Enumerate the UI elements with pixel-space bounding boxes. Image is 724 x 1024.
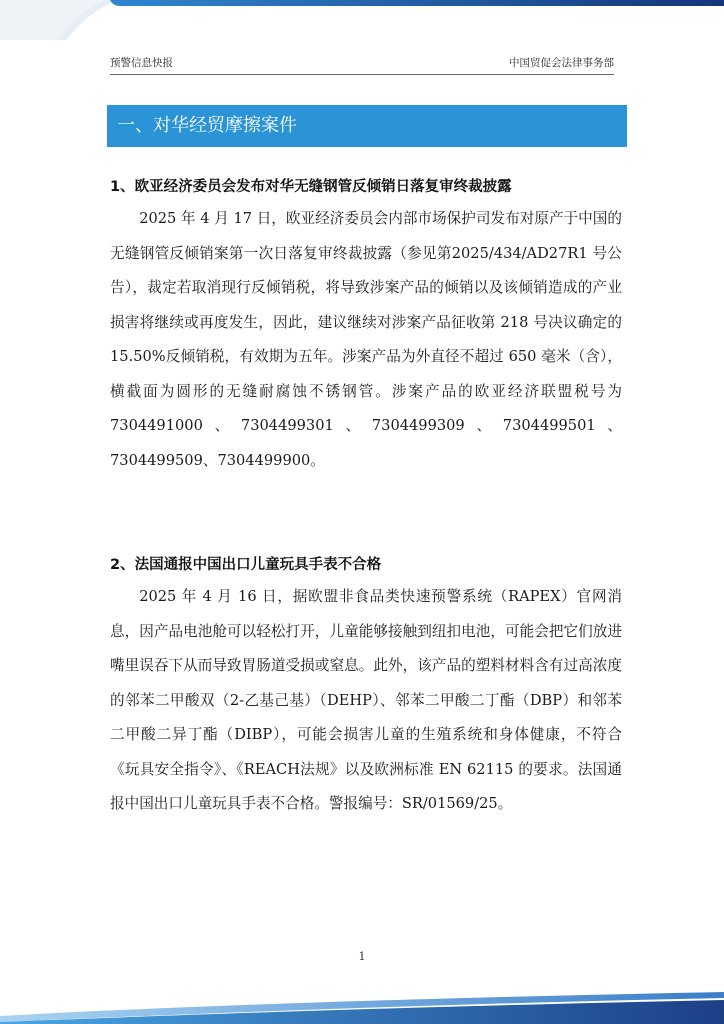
bottom-decorative-band (0, 986, 724, 1024)
header-publication-name: 预警信息快报 (110, 57, 173, 69)
article-1-heading: 1、欧亚经济委员会发布对华无缝钢管反倾销日落复审终裁披露 (110, 179, 512, 195)
section-title: 一、对华经贸摩擦案件 (117, 115, 297, 136)
section-title-bar (107, 105, 627, 147)
page-number: 1 (358, 950, 366, 963)
top-decorative-band (0, 0, 724, 40)
article-1-body: 2025 年 4 月 17 日，欧亚经济委员会内部市场保护司发布对原产于中国的无缝钢管反倾销案第一次日落复审终裁披露（参见第2025/434/AD27R1 号公告），裁定若取消现行反倾销税，将导致涉案产品的倾销以及该倾销造成的产业损害将继续或再度发生，因此，建议继续对涉案产品征收第 218 号决议确定的 15.50%反倾销税，有效期为五年。涉案产品为外直径不超过 650 毫米（含），横截面为圆形的无缝耐腐蚀不锈钢管。涉案产品的欧亚经济联盟税号为 7304491000、7304499301、7304499309、7304499501、7304499509、7304499900。 (110, 210, 622, 469)
article-2-heading: 2、法国通报中国出口儿童玩具手表不合格 (110, 557, 382, 573)
page-header (110, 52, 614, 75)
header-department-name: 中国贸促会法律事务部 (509, 57, 614, 69)
article-2-body: 2025 年 4 月 16 日，据欧盟非食品类快速预警系统（RAPEX）官网消息，因产品电池舱可以轻松打开，儿童能够接触到纽扣电池，可能会把它们放进嘴里误吞下从而导致胃肠道受损或窒息。此外，该产品的塑料材料含有过高浓度的邻苯二甲酸双（2-乙基己基）（DEHP）、邻苯二甲酸二丁酯（DBP）和邻苯二甲酸二异丁酯（DIBP），可能会损害儿童的生殖系统和身体健康，不符合《玩具安全指令》、《REACH法规》以及欧洲标准 EN 62115 的要求。法国通报中国出口儿童玩具手表不合格。警报编号：SR/01569/25。 (110, 588, 622, 812)
